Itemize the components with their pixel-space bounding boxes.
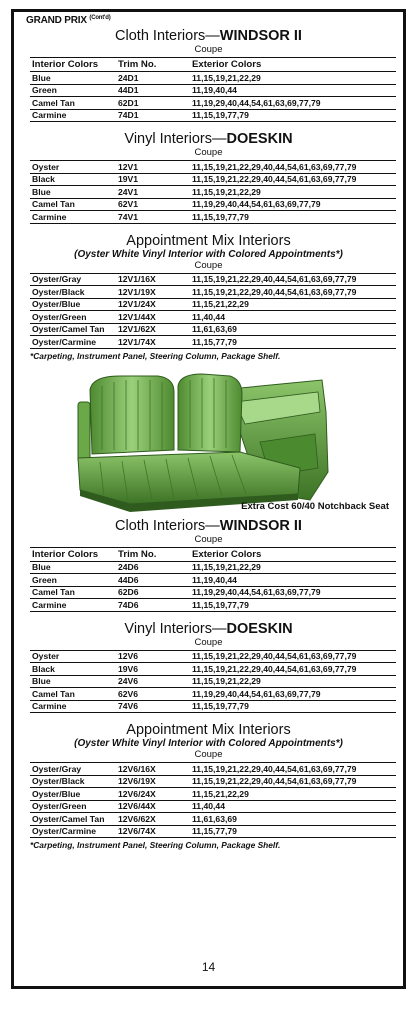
trim-number-cell: 24V1 (116, 186, 190, 199)
interior-color-cell: Oyster/Carmine (30, 336, 116, 349)
trim-number-cell: 12V6/74X (116, 825, 190, 838)
trim-table-cloth-1 (30, 57, 396, 122)
table-row (30, 109, 396, 122)
exterior-colors-cell: 11,61,63,69 (190, 323, 396, 336)
interior-color-cell: Black (30, 173, 116, 186)
exterior-colors-cell: 11,15,19,21,22,29 (190, 72, 396, 85)
exterior-colors-cell: 11,15,19,21,22,29,40,44,54,61,63,69,77,79 (190, 161, 396, 174)
column-header: Exterior Colors (190, 547, 396, 561)
exterior-colors-cell: 11,15,19,21,22,29,40,44,54,61,63,69,77,79 (190, 763, 396, 776)
column-header: Trim No. (116, 58, 190, 72)
interior-color-cell: Blue (30, 72, 116, 85)
table-row (30, 599, 396, 612)
trim-number-cell: 62D6 (116, 586, 190, 599)
section-title-cloth: Cloth Interiors—WINDSOR II (115, 28, 302, 44)
table-row (30, 198, 396, 211)
interior-color-cell: Green (30, 84, 116, 97)
trim-number-cell: 12V6/24X (116, 788, 190, 801)
exterior-colors-cell: 11,15,19,77,79 (190, 599, 396, 612)
trim-table-vinyl-2 (30, 650, 396, 714)
trim-number-cell: 74D1 (116, 109, 190, 122)
exterior-colors-cell: 11,15,19,21,22,29 (190, 561, 396, 574)
header-title: GRAND PRIX (26, 15, 87, 26)
trim-number-cell: 19V1 (116, 173, 190, 186)
trim-number-cell: 62D1 (116, 97, 190, 110)
table-row (30, 84, 396, 97)
table-row (30, 663, 396, 676)
section-subtitle: Coupe (194, 147, 223, 158)
trim-number-cell: 24D6 (116, 561, 190, 574)
interior-color-cell: Black (30, 663, 116, 676)
section-subtitle: Coupe (194, 749, 223, 760)
trim-number-cell: 24D1 (116, 72, 190, 85)
table-row (30, 211, 396, 224)
exterior-colors-cell: 11,15,19,77,79 (190, 211, 396, 224)
interior-color-cell: Oyster/Green (30, 800, 116, 813)
column-header: Exterior Colors (190, 58, 396, 72)
table-row (30, 323, 396, 336)
table-row (30, 800, 396, 813)
footnote: *Carpeting, Instrument Panel, Steering Column, Package Shelf. (30, 840, 281, 850)
interior-color-cell: Carmine (30, 700, 116, 713)
section-title-appointment: Appointment Mix Interiors (126, 232, 291, 249)
section-title-cloth: Cloth Interiors—WINDSOR II (115, 517, 302, 534)
table-row (30, 311, 396, 324)
interior-color-cell: Oyster/Blue (30, 788, 116, 801)
trim-number-cell: 12V6/62X (116, 813, 190, 826)
trim-number-cell: 62V6 (116, 688, 190, 701)
table-row (30, 286, 396, 299)
table-row (30, 775, 396, 788)
exterior-colors-cell: 11,15,19,21,22,29 (190, 186, 396, 199)
exterior-colors-cell: 11,15,77,79 (190, 336, 396, 349)
trim-number-cell: 12V6/16X (116, 763, 190, 776)
exterior-colors-cell: 11,15,19,77,79 (190, 109, 396, 122)
table-row (30, 173, 396, 186)
interior-color-cell: Carmine (30, 599, 116, 612)
trim-number-cell: 24V6 (116, 675, 190, 688)
table-row (30, 97, 396, 110)
interior-color-cell: Carmine (30, 109, 116, 122)
table-row (30, 186, 396, 199)
trim-number-cell: 12V1/24X (116, 298, 190, 311)
table-header-row (30, 547, 396, 561)
trim-number-cell: 12V1/44X (116, 311, 190, 324)
exterior-colors-cell: 11,40,44 (190, 311, 396, 324)
trim-number-cell: 12V1/62X (116, 323, 190, 336)
trim-number-cell: 44D6 (116, 574, 190, 587)
interior-color-cell: Oyster/Gray (30, 273, 116, 286)
interior-color-cell: Oyster/Black (30, 286, 116, 299)
trim-number-cell: 44D1 (116, 84, 190, 97)
section-italic-note: (Oyster White Vinyl Interior with Colored Appointments*) (74, 738, 343, 749)
table-row (30, 336, 396, 349)
exterior-colors-cell: 11,61,63,69 (190, 813, 396, 826)
trim-number-cell: 74D6 (116, 599, 190, 612)
footnote: *Carpeting, Instrument Panel, Steering Column, Package Shelf. (30, 350, 281, 361)
exterior-colors-cell: 11,15,21,22,29 (190, 298, 396, 311)
section-title-vinyl: Vinyl Interiors—DOESKIN (124, 131, 293, 147)
table-row (30, 763, 396, 776)
trim-table-vinyl-1 (30, 160, 396, 224)
interior-color-cell: Oyster (30, 161, 116, 174)
table-row (30, 574, 396, 587)
interior-color-cell: Blue (30, 186, 116, 199)
seat-caption: Extra Cost 60/40 Notchback Seat (241, 500, 389, 512)
trim-number-cell: 12V1/16X (116, 273, 190, 286)
exterior-colors-cell: 11,19,40,44 (190, 574, 396, 587)
exterior-colors-cell: 11,15,19,21,22,29,40,44,54,61,63,69,77,79 (190, 663, 396, 676)
column-header: Interior Colors (30, 58, 116, 72)
section-italic-note: (Oyster White Vinyl Interior with Colored Appointments*) (74, 248, 343, 260)
table-row (30, 561, 396, 574)
exterior-colors-cell: 11,19,29,40,44,54,61,63,69,77,79 (190, 198, 396, 211)
exterior-colors-cell: 11,19,29,40,44,54,61,63,69,77,79 (190, 586, 396, 599)
interior-color-cell: Oyster/Carmine (30, 825, 116, 838)
trim-number-cell: 12V1/19X (116, 286, 190, 299)
interior-color-cell: Oyster (30, 650, 116, 663)
trim-number-cell: 12V1/74X (116, 336, 190, 349)
interior-color-cell: Oyster/Black (30, 775, 116, 788)
table-row (30, 586, 396, 599)
interior-color-cell: Blue (30, 561, 116, 574)
interior-color-cell: Camel Tan (30, 198, 116, 211)
interior-color-cell: Camel Tan (30, 97, 116, 110)
table-header-row (30, 58, 396, 72)
section-subtitle: Coupe (194, 44, 223, 55)
table-row (30, 688, 396, 701)
interior-color-cell: Oyster/Green (30, 311, 116, 324)
trim-number-cell: 12V6/19X (116, 775, 190, 788)
table-row (30, 813, 396, 826)
exterior-colors-cell: 11,19,29,40,44,54,61,63,69,77,79 (190, 688, 396, 701)
exterior-colors-cell: 11,15,19,21,22,29 (190, 675, 396, 688)
exterior-colors-cell: 11,15,19,77,79 (190, 700, 396, 713)
section-subtitle: Coupe (194, 533, 223, 545)
exterior-colors-cell: 11,15,19,21,22,29,40,44,54,61,63,69,77,79 (190, 775, 396, 788)
interior-color-cell: Camel Tan (30, 688, 116, 701)
trim-number-cell: 62V1 (116, 198, 190, 211)
page-number: 14 (201, 960, 216, 974)
header-continued: (Cont'd) (89, 15, 111, 21)
table-row (30, 298, 396, 311)
trim-number-cell: 12V6 (116, 650, 190, 663)
table-row (30, 650, 396, 663)
section-subtitle: Coupe (194, 636, 223, 648)
seat-illustration (14, 370, 403, 516)
table-row (30, 825, 396, 838)
trim-number-cell: 74V1 (116, 211, 190, 224)
exterior-colors-cell: 11,15,77,79 (190, 825, 396, 838)
section-subtitle: Coupe (194, 259, 223, 271)
table-row (30, 72, 396, 85)
column-header: Interior Colors (30, 547, 116, 561)
trim-table-cloth-2 (30, 547, 396, 612)
exterior-colors-cell: 11,15,19,21,22,29,40,44,54,61,63,69,77,79 (190, 273, 396, 286)
table-row (30, 700, 396, 713)
exterior-colors-cell: 11,15,19,21,22,29,40,44,54,61,63,69,77,79 (190, 173, 396, 186)
interior-color-cell: Camel Tan (30, 586, 116, 599)
interior-color-cell: Carmine (30, 211, 116, 224)
page-header (14, 12, 403, 26)
trim-number-cell: 12V1 (116, 161, 190, 174)
interior-color-cell: Oyster/Gray (30, 763, 116, 776)
interior-color-cell: Green (30, 574, 116, 587)
table-row (30, 675, 396, 688)
trim-table-appointment-1 (30, 273, 396, 349)
notchback-seat-image (70, 372, 330, 514)
table-row (30, 788, 396, 801)
exterior-colors-cell: 11,15,21,22,29 (190, 788, 396, 801)
table-row (30, 273, 396, 286)
trim-number-cell: 19V6 (116, 663, 190, 676)
catalog-page (11, 9, 406, 989)
exterior-colors-cell: 11,15,19,21,22,29,40,44,54,61,63,69,77,79 (190, 650, 396, 663)
interior-color-cell: Oyster/Camel Tan (30, 323, 116, 336)
interior-color-cell: Blue (30, 675, 116, 688)
exterior-colors-cell: 11,19,40,44 (190, 84, 396, 97)
trim-number-cell: 12V6/44X (116, 800, 190, 813)
exterior-colors-cell: 11,15,19,21,22,29,40,44,54,61,63,69,77,79 (190, 286, 396, 299)
table-row (30, 161, 396, 174)
exterior-colors-cell: 11,19,29,40,44,54,61,63,69,77,79 (190, 97, 396, 110)
section-title-vinyl: Vinyl Interiors—DOESKIN (124, 620, 293, 637)
section-title-appointment: Appointment Mix Interiors (126, 722, 291, 738)
column-header: Trim No. (116, 547, 190, 561)
interior-color-cell: Oyster/Camel Tan (30, 813, 116, 826)
trim-number-cell: 74V6 (116, 700, 190, 713)
exterior-colors-cell: 11,40,44 (190, 800, 396, 813)
trim-table-appointment-2 (30, 762, 396, 838)
interior-color-cell: Oyster/Blue (30, 298, 116, 311)
